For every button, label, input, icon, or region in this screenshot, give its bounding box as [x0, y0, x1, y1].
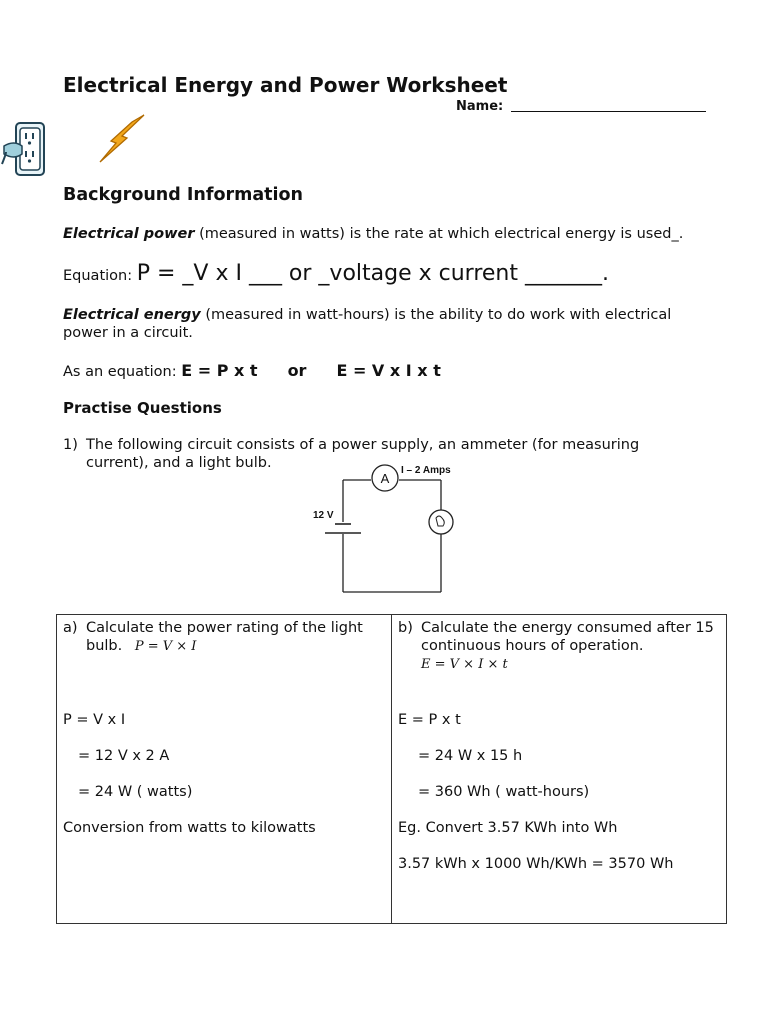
part-a-question	[63, 619, 385, 656]
energy-term: Electrical energy	[63, 307, 201, 323]
question-1-text: The following circuit consists of a power supply, an ammeter (for measuring current), and a light bulb.	[86, 437, 640, 471]
page-title: Electrical Energy and Power Worksheet	[63, 73, 508, 97]
or-word: or	[287, 361, 307, 380]
part-b-label: b)	[398, 620, 413, 636]
background-heading: Background Information	[63, 185, 304, 205]
light-bulb	[429, 510, 453, 534]
power-equation: P = _V x I ___ or _voltage x current _______.	[136, 261, 609, 286]
power-text: (measured in watts) is the rate at which electrical energy is used_.	[194, 226, 684, 242]
question-1-number: 1)	[63, 437, 78, 453]
part-a-question-text: Calculate the power rating of the light bulb.	[86, 620, 363, 654]
as-equation-label: As an equation:	[63, 364, 182, 380]
power-term: Electrical power	[63, 226, 195, 242]
name-blank-line	[511, 111, 706, 112]
name-field	[456, 99, 706, 114]
name-label: Name:	[456, 99, 504, 114]
part-b-line-3: = 360 Wh ( watt-hours)	[418, 784, 590, 800]
energy-equation-2: E = V x I x t	[336, 361, 441, 380]
current-label: I – 2 Amps	[401, 465, 451, 476]
lightning-bolt-icon	[94, 112, 150, 172]
ammeter-label: A	[380, 471, 390, 486]
part-a-line-1: P = V x I	[63, 712, 126, 728]
part-a-label: a)	[63, 620, 78, 636]
part-a-line-4: Conversion from watts to kilowatts	[63, 820, 316, 836]
part-b-line-2: = 24 W x 15 h	[418, 748, 523, 764]
voltage-label: 12 V	[313, 510, 334, 521]
part-b-line-1: E = P x t	[398, 712, 461, 728]
part-a-line-3: = 24 W ( watts)	[78, 784, 193, 800]
power-definition	[63, 225, 703, 243]
answer-table	[56, 614, 727, 924]
part-b-line-4: Eg. Convert 3.57 KWh into Wh	[398, 820, 618, 836]
energy-text: (measured in watt-hours) is the ability to do work with electrical power in a circuit.	[63, 307, 672, 341]
part-b-cell	[392, 615, 727, 924]
practice-heading: Practise Questions	[63, 399, 222, 417]
part-b-question-text: Calculate the energy consumed after 15 continuous hours of operation.	[421, 620, 714, 654]
part-a-formula: P = V × I	[134, 639, 197, 654]
electrical-outlet-icon	[0, 120, 50, 182]
energy-definition	[63, 306, 713, 342]
part-b-formula: E = V × I × t	[421, 657, 508, 672]
part-a-cell	[57, 615, 392, 924]
part-b-question	[398, 619, 720, 674]
equation-label: Equation:	[63, 268, 137, 284]
energy-equation-line	[63, 361, 441, 380]
part-b-line-5: 3.57 kWh x 1000 Wh/KWh = 3570 Wh	[398, 856, 674, 872]
energy-equation-1: E = P x t	[181, 361, 258, 380]
power-equation-line	[63, 261, 609, 286]
part-a-line-2: = 12 V x 2 A	[78, 748, 170, 764]
circuit-diagram	[300, 460, 470, 604]
